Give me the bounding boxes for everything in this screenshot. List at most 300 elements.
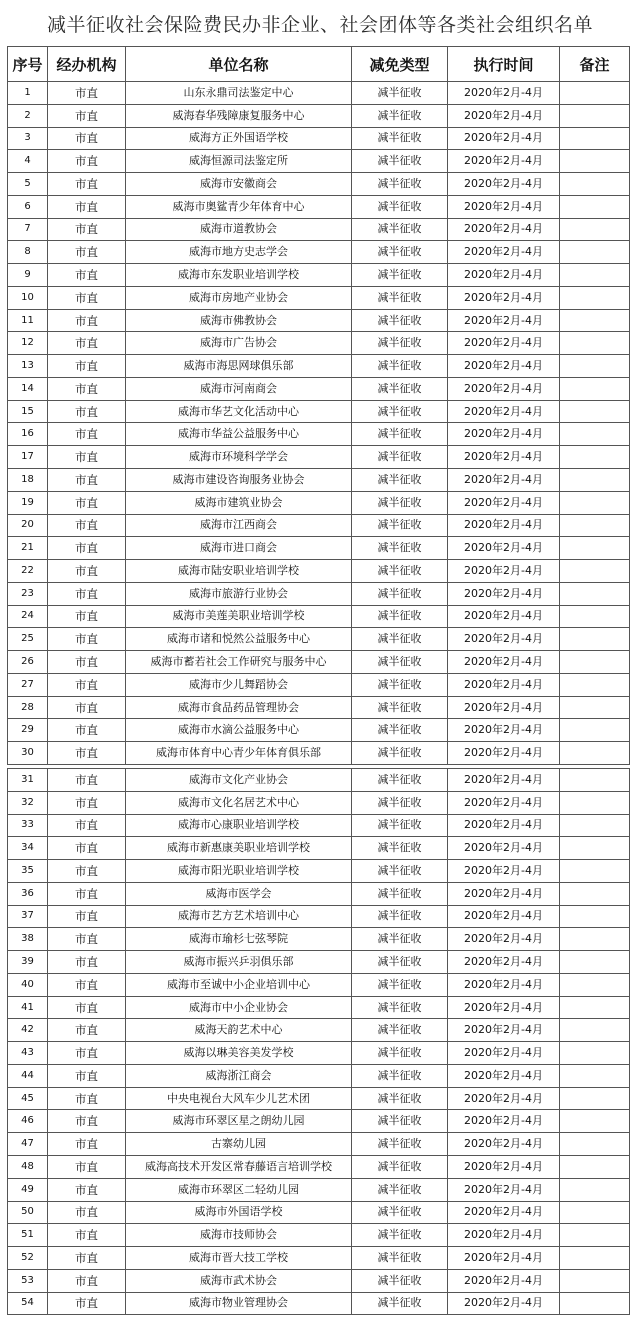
cell-execution-time: 2020年2月-4月 [448,332,560,355]
cell-serial-no: 37 [8,905,48,928]
cell-agency: 市直 [48,1292,126,1315]
cell-serial-no: 23 [8,582,48,605]
cell-unit-name: 威海市体育中心青少年体育俱乐部 [126,742,352,765]
cell-unit-name: 威海市河南商会 [126,377,352,400]
cell-agency: 市直 [48,127,126,150]
cell-serial-no: 42 [8,1019,48,1042]
table-row [8,973,630,996]
table-row [8,1224,630,1247]
cell-reduction-type: 减半征收 [352,673,448,696]
table-row [8,104,630,127]
cell-unit-name: 威海市物业管理协会 [126,1292,352,1315]
cell-remarks [560,218,630,241]
cell-agency: 市直 [48,605,126,628]
cell-serial-no: 48 [8,1156,48,1179]
cell-execution-time: 2020年2月-4月 [448,791,560,814]
cell-remarks [560,1133,630,1156]
cell-remarks [560,1064,630,1087]
table-row [8,423,630,446]
cell-reduction-type: 减半征收 [352,973,448,996]
table-row [8,264,630,287]
cell-execution-time: 2020年2月-4月 [448,1019,560,1042]
cell-remarks [560,582,630,605]
cell-unit-name: 威海市安徽商会 [126,173,352,196]
cell-serial-no: 25 [8,628,48,651]
cell-serial-no: 31 [8,769,48,792]
cell-serial-no: 26 [8,651,48,674]
cell-execution-time: 2020年2月-4月 [448,286,560,309]
cell-reduction-type: 减半征收 [352,286,448,309]
cell-serial-no: 11 [8,309,48,332]
cell-agency: 市直 [48,309,126,332]
cell-reduction-type: 减半征收 [352,377,448,400]
cell-unit-name: 威海市少儿舞蹈协会 [126,673,352,696]
table-row [8,514,630,537]
cell-remarks [560,791,630,814]
cell-remarks [560,882,630,905]
cell-remarks [560,1087,630,1110]
table-row [8,719,630,742]
cell-serial-no: 9 [8,264,48,287]
cell-agency: 市直 [48,1269,126,1292]
cell-reduction-type: 减半征收 [352,1178,448,1201]
table-row [8,241,630,264]
cell-serial-no: 8 [8,241,48,264]
cell-agency: 市直 [48,1247,126,1270]
cell-agency: 市直 [48,951,126,974]
cell-agency: 市直 [48,742,126,765]
cell-reduction-type: 减半征收 [352,1133,448,1156]
table-row [8,173,630,196]
table-row [8,651,630,674]
cell-reduction-type: 减半征收 [352,905,448,928]
cell-remarks [560,719,630,742]
cell-execution-time: 2020年2月-4月 [448,973,560,996]
cell-serial-no: 34 [8,837,48,860]
table-row [8,150,630,173]
table-row [8,127,630,150]
cell-reduction-type: 减半征收 [352,1269,448,1292]
cell-reduction-type: 减半征收 [352,814,448,837]
cell-serial-no: 44 [8,1064,48,1087]
cell-execution-time: 2020年2月-4月 [448,446,560,469]
cell-unit-name: 威海市房地产业协会 [126,286,352,309]
cell-execution-time: 2020年2月-4月 [448,173,560,196]
table-row [8,1019,630,1042]
cell-execution-time: 2020年2月-4月 [448,951,560,974]
cell-reduction-type: 减半征收 [352,1042,448,1065]
cell-serial-no: 19 [8,491,48,514]
cell-execution-time: 2020年2月-4月 [448,719,560,742]
cell-unit-name: 威海市文化名居艺术中心 [126,791,352,814]
cell-execution-time: 2020年2月-4月 [448,1201,560,1224]
cell-agency: 市直 [48,400,126,423]
cell-reduction-type: 减半征收 [352,446,448,469]
table-row [8,905,630,928]
cell-execution-time: 2020年2月-4月 [448,1224,560,1247]
cell-reduction-type: 减半征收 [352,742,448,765]
table-row [8,1178,630,1201]
cell-agency: 市直 [48,1156,126,1179]
cell-remarks [560,377,630,400]
cell-unit-name: 威海市阳光职业培训学校 [126,860,352,883]
cell-agency: 市直 [48,996,126,1019]
cell-unit-name: 威海市广告协会 [126,332,352,355]
cell-serial-no: 46 [8,1110,48,1133]
cell-reduction-type: 减半征收 [352,241,448,264]
cell-unit-name: 威海市振兴乒羽俱乐部 [126,951,352,974]
cell-reduction-type: 减半征收 [352,1201,448,1224]
cell-remarks [560,628,630,651]
cell-reduction-type: 减半征收 [352,423,448,446]
cell-agency: 市直 [48,355,126,378]
cell-remarks [560,332,630,355]
cell-remarks [560,1292,630,1315]
cell-execution-time: 2020年2月-4月 [448,905,560,928]
table-row [8,469,630,492]
cell-execution-time: 2020年2月-4月 [448,605,560,628]
cell-unit-name: 威海市心康职业培训学校 [126,814,352,837]
cell-execution-time: 2020年2月-4月 [448,882,560,905]
cell-remarks [560,173,630,196]
cell-reduction-type: 减半征收 [352,1156,448,1179]
cell-execution-time: 2020年2月-4月 [448,1087,560,1110]
cell-execution-time: 2020年2月-4月 [448,218,560,241]
cell-agency: 市直 [48,582,126,605]
cell-unit-name: 威海市环翠区二轻幼儿园 [126,1178,352,1201]
cell-execution-time: 2020年2月-4月 [448,1110,560,1133]
cell-remarks [560,537,630,560]
table-row [8,1247,630,1270]
cell-reduction-type: 减半征收 [352,1019,448,1042]
cell-serial-no: 29 [8,719,48,742]
cell-unit-name: 古寨幼儿园 [126,1133,352,1156]
cell-unit-name: 威海市新惠康美职业培训学校 [126,837,352,860]
cell-reduction-type: 减半征收 [352,82,448,105]
cell-execution-time: 2020年2月-4月 [448,696,560,719]
table-row [8,837,630,860]
table-row [8,1133,630,1156]
table-row [8,628,630,651]
cell-serial-no: 27 [8,673,48,696]
cell-execution-time: 2020年2月-4月 [448,742,560,765]
cell-serial-no: 52 [8,1247,48,1270]
table-row [8,882,630,905]
cell-reduction-type: 减半征收 [352,791,448,814]
cell-execution-time: 2020年2月-4月 [448,355,560,378]
table-row [8,742,630,765]
table-row [8,560,630,583]
cell-unit-name: 威海市晋大技工学校 [126,1247,352,1270]
cell-execution-time: 2020年2月-4月 [448,491,560,514]
cell-reduction-type: 减半征收 [352,951,448,974]
table-row [8,491,630,514]
cell-unit-name: 威海市江西商会 [126,514,352,537]
cell-remarks [560,446,630,469]
cell-agency: 市直 [48,860,126,883]
cell-remarks [560,696,630,719]
cell-serial-no: 33 [8,814,48,837]
cell-agency: 市直 [48,1133,126,1156]
table-row [8,1269,630,1292]
cell-execution-time: 2020年2月-4月 [448,628,560,651]
cell-serial-no: 51 [8,1224,48,1247]
cell-execution-time: 2020年2月-4月 [448,996,560,1019]
cell-unit-name: 威海市佛教协会 [126,309,352,332]
cell-execution-time: 2020年2月-4月 [448,514,560,537]
cell-unit-name: 威海市建设咨询服务业协会 [126,469,352,492]
cell-execution-time: 2020年2月-4月 [448,469,560,492]
cell-agency: 市直 [48,719,126,742]
cell-remarks [560,605,630,628]
cell-unit-name: 威海市医学会 [126,882,352,905]
header-serial-no: 序号 [8,47,48,82]
table-row [8,286,630,309]
header-unit-name: 单位名称 [126,47,352,82]
cell-unit-name: 中央电视台大风车少儿艺术团 [126,1087,352,1110]
cell-serial-no: 47 [8,1133,48,1156]
cell-unit-name: 威海市至诚中小企业培训中心 [126,973,352,996]
cell-reduction-type: 减半征收 [352,332,448,355]
table-row [8,814,630,837]
cell-agency: 市直 [48,446,126,469]
cell-agency: 市直 [48,769,126,792]
cell-serial-no: 18 [8,469,48,492]
cell-agency: 市直 [48,82,126,105]
cell-remarks [560,82,630,105]
cell-remarks [560,905,630,928]
cell-remarks [560,837,630,860]
table-row [8,928,630,951]
table-row [8,860,630,883]
cell-reduction-type: 减半征收 [352,1110,448,1133]
cell-serial-no: 28 [8,696,48,719]
table-row [8,1064,630,1087]
cell-remarks [560,423,630,446]
cell-serial-no: 16 [8,423,48,446]
cell-remarks [560,241,630,264]
cell-execution-time: 2020年2月-4月 [448,423,560,446]
cell-unit-name: 威海市海思网球俱乐部 [126,355,352,378]
cell-agency: 市直 [48,537,126,560]
cell-execution-time: 2020年2月-4月 [448,1133,560,1156]
cell-serial-no: 40 [8,973,48,996]
cell-agency: 市直 [48,241,126,264]
cell-execution-time: 2020年2月-4月 [448,241,560,264]
cell-serial-no: 20 [8,514,48,537]
cell-reduction-type: 减半征收 [352,150,448,173]
cell-agency: 市直 [48,673,126,696]
cell-serial-no: 53 [8,1269,48,1292]
cell-agency: 市直 [48,1064,126,1087]
cell-reduction-type: 减半征收 [352,127,448,150]
cell-agency: 市直 [48,104,126,127]
table-row [8,582,630,605]
cell-serial-no: 21 [8,537,48,560]
cell-execution-time: 2020年2月-4月 [448,195,560,218]
cell-execution-time: 2020年2月-4月 [448,673,560,696]
cell-reduction-type: 减半征收 [352,996,448,1019]
cell-execution-time: 2020年2月-4月 [448,1269,560,1292]
table-row [8,1201,630,1224]
cell-agency: 市直 [48,150,126,173]
cell-unit-name: 威海市水滴公益服务中心 [126,719,352,742]
cell-serial-no: 10 [8,286,48,309]
document-title: 减半征收社会保险费民办非企业、社会团体等各类社会组织名单 [46,14,593,36]
table-row [8,951,630,974]
organization-table-part-1 [7,46,630,765]
cell-remarks [560,951,630,974]
cell-execution-time: 2020年2月-4月 [448,309,560,332]
table-row [8,446,630,469]
cell-agency: 市直 [48,173,126,196]
table-row [8,1042,630,1065]
cell-unit-name: 威海市进口商会 [126,537,352,560]
cell-remarks [560,769,630,792]
cell-unit-name: 威海市环翠区星之朗幼儿园 [126,1110,352,1133]
cell-serial-no: 41 [8,996,48,1019]
cell-agency: 市直 [48,195,126,218]
cell-remarks [560,514,630,537]
cell-agency: 市直 [48,882,126,905]
cell-reduction-type: 减半征收 [352,1087,448,1110]
cell-remarks [560,1019,630,1042]
cell-remarks [560,651,630,674]
cell-agency: 市直 [48,1019,126,1042]
cell-reduction-type: 减半征收 [352,1247,448,1270]
cell-reduction-type: 减半征收 [352,537,448,560]
cell-remarks [560,104,630,127]
cell-remarks [560,264,630,287]
cell-reduction-type: 减半征收 [352,719,448,742]
cell-unit-name: 威海市华艺文化活动中心 [126,400,352,423]
cell-remarks [560,400,630,423]
cell-remarks [560,309,630,332]
cell-execution-time: 2020年2月-4月 [448,264,560,287]
cell-execution-time: 2020年2月-4月 [448,377,560,400]
cell-serial-no: 3 [8,127,48,150]
cell-agency: 市直 [48,469,126,492]
table-row [8,791,630,814]
table-row [8,1087,630,1110]
cell-agency: 市直 [48,514,126,537]
cell-agency: 市直 [48,1224,126,1247]
cell-reduction-type: 减半征收 [352,491,448,514]
cell-execution-time: 2020年2月-4月 [448,651,560,674]
cell-serial-no: 13 [8,355,48,378]
cell-agency: 市直 [48,628,126,651]
cell-agency: 市直 [48,814,126,837]
cell-execution-time: 2020年2月-4月 [448,1156,560,1179]
table-row [8,1110,630,1133]
cell-remarks [560,996,630,1019]
cell-unit-name: 威海市建筑业协会 [126,491,352,514]
cell-unit-name: 威海市环境科学学会 [126,446,352,469]
table-row [8,696,630,719]
cell-agency: 市直 [48,696,126,719]
cell-serial-no: 30 [8,742,48,765]
cell-remarks [560,127,630,150]
cell-unit-name: 威海以琳美容美发学校 [126,1042,352,1065]
cell-reduction-type: 减半征收 [352,837,448,860]
cell-serial-no: 45 [8,1087,48,1110]
cell-agency: 市直 [48,264,126,287]
header-execution-time: 执行时间 [448,47,560,82]
table-row [8,537,630,560]
cell-reduction-type: 减半征收 [352,173,448,196]
cell-serial-no: 12 [8,332,48,355]
cell-unit-name: 威海市美莲美职业培训学校 [126,605,352,628]
cell-remarks [560,973,630,996]
cell-agency: 市直 [48,560,126,583]
cell-serial-no: 24 [8,605,48,628]
cell-agency: 市直 [48,928,126,951]
cell-agency: 市直 [48,973,126,996]
header-handling-agency: 经办机构 [48,47,126,82]
cell-remarks [560,1110,630,1133]
cell-agency: 市直 [48,791,126,814]
cell-remarks [560,469,630,492]
cell-unit-name: 威海市食品药品管理协会 [126,696,352,719]
cell-execution-time: 2020年2月-4月 [448,150,560,173]
table-header-row [8,47,630,82]
table-row [8,377,630,400]
cell-agency: 市直 [48,377,126,400]
cell-serial-no: 5 [8,173,48,196]
cell-execution-time: 2020年2月-4月 [448,928,560,951]
cell-execution-time: 2020年2月-4月 [448,1042,560,1065]
cell-remarks [560,491,630,514]
cell-remarks [560,1247,630,1270]
cell-reduction-type: 减半征收 [352,560,448,583]
cell-unit-name: 威海市陆安职业培训学校 [126,560,352,583]
cell-execution-time: 2020年2月-4月 [448,582,560,605]
cell-reduction-type: 减半征收 [352,1224,448,1247]
cell-remarks [560,1156,630,1179]
cell-execution-time: 2020年2月-4月 [448,537,560,560]
cell-execution-time: 2020年2月-4月 [448,1247,560,1270]
table-row [8,400,630,423]
cell-serial-no: 15 [8,400,48,423]
cell-serial-no: 22 [8,560,48,583]
cell-serial-no: 4 [8,150,48,173]
cell-reduction-type: 减半征收 [352,860,448,883]
cell-reduction-type: 减半征收 [352,104,448,127]
cell-reduction-type: 减半征收 [352,1064,448,1087]
cell-unit-name: 威海市华益公益服务中心 [126,423,352,446]
table-row [8,769,630,792]
cell-reduction-type: 减半征收 [352,309,448,332]
cell-execution-time: 2020年2月-4月 [448,104,560,127]
cell-remarks [560,928,630,951]
cell-serial-no: 6 [8,195,48,218]
cell-serial-no: 54 [8,1292,48,1315]
cell-unit-name: 威海浙江商会 [126,1064,352,1087]
cell-remarks [560,742,630,765]
cell-agency: 市直 [48,218,126,241]
cell-remarks [560,286,630,309]
table-row [8,996,630,1019]
cell-execution-time: 2020年2月-4月 [448,1064,560,1087]
cell-unit-name: 威海市地方史志学会 [126,241,352,264]
cell-reduction-type: 减半征收 [352,400,448,423]
cell-reduction-type: 减半征收 [352,195,448,218]
cell-unit-name: 威海恒源司法鉴定所 [126,150,352,173]
header-reduction-type: 减免类型 [352,47,448,82]
cell-unit-name: 威海市诸和悦然公益服务中心 [126,628,352,651]
cell-unit-name: 威海市瑜杉七弦琴院 [126,928,352,951]
cell-execution-time: 2020年2月-4月 [448,400,560,423]
